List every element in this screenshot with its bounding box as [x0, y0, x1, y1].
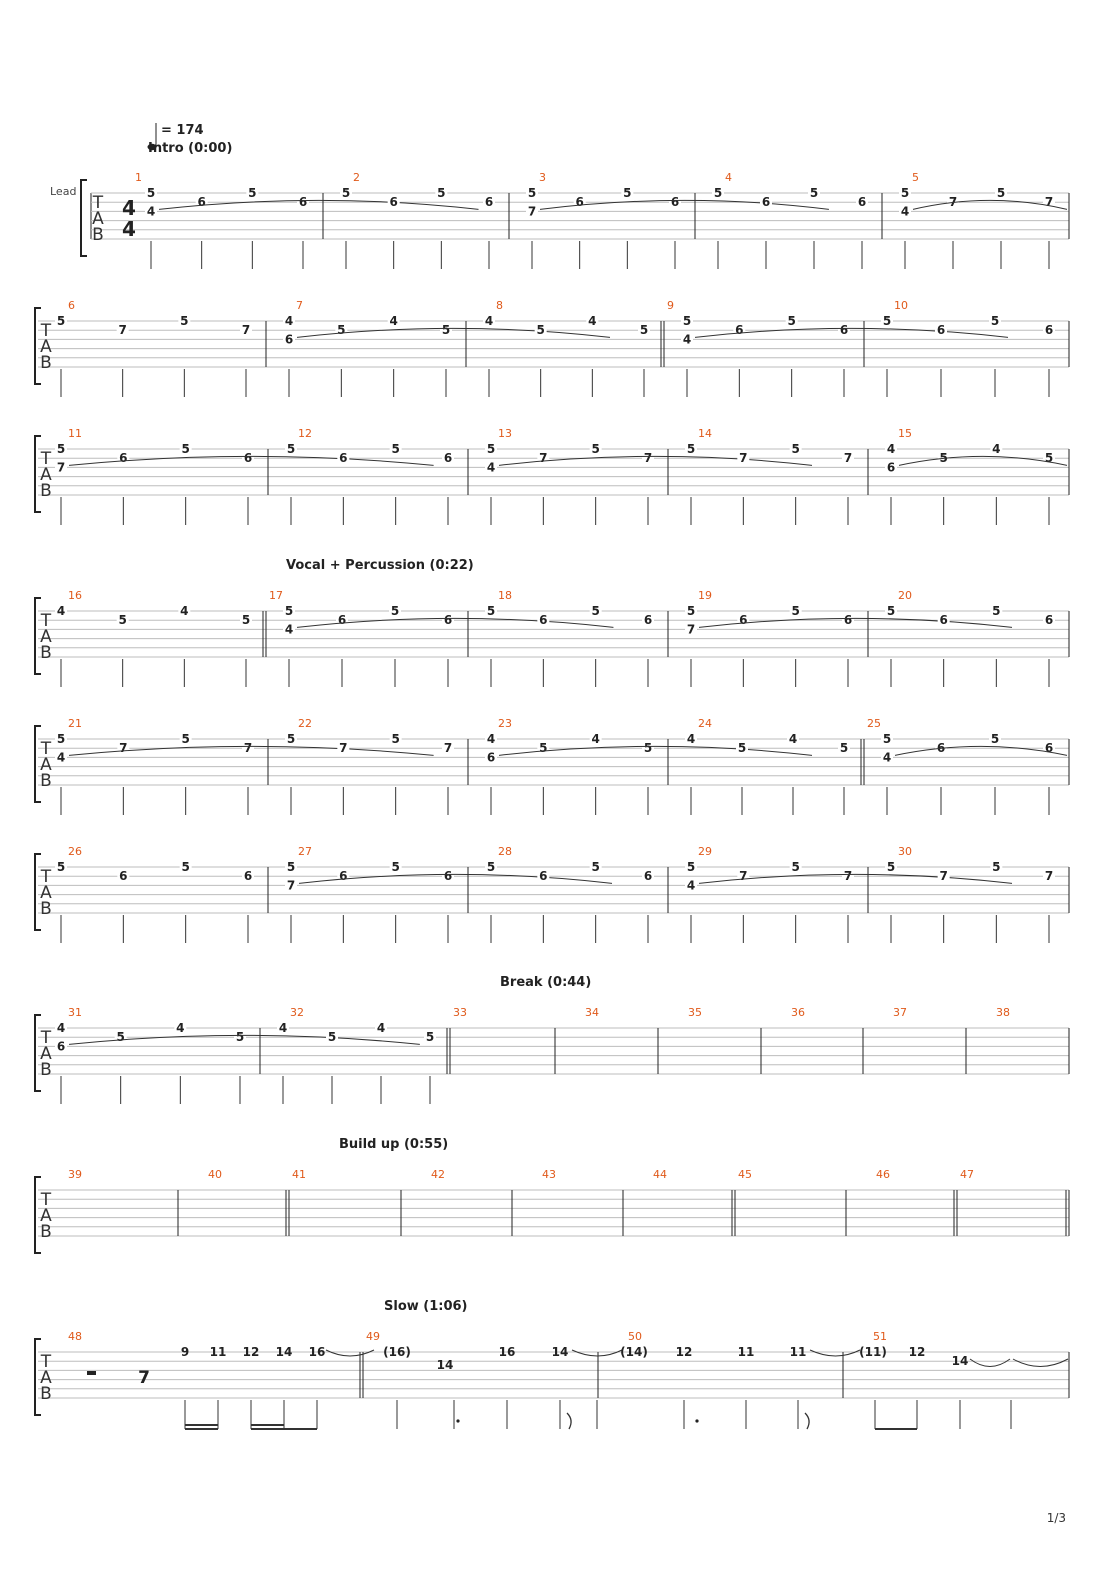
eighth-rest-icon: 7: [138, 1368, 150, 1388]
fret-number: 14: [436, 1358, 454, 1373]
fret-number: 6: [337, 613, 347, 628]
fret-number: 4: [788, 732, 798, 746]
tab-system: [35, 1006, 1069, 1104]
tab-clef-letter: T: [40, 1028, 52, 1048]
measure-number: 32: [290, 1006, 304, 1019]
section-label: Slow (1:06): [384, 1299, 468, 1314]
tie-arc: [810, 1350, 860, 1356]
fret-number: 5: [146, 186, 156, 200]
fret-number: 5: [341, 186, 351, 200]
measure-number: 22: [298, 717, 312, 730]
measure-number: 7: [296, 299, 303, 312]
fret-number: 4: [992, 442, 1001, 456]
fret-number: 4: [146, 204, 156, 219]
fret-number: 4: [686, 732, 696, 746]
tab-system: [35, 717, 1069, 815]
measure-number: 30: [898, 845, 912, 858]
fret-number: 5: [643, 741, 653, 756]
fret-number: 6: [284, 332, 294, 347]
measure-number: 51: [873, 1330, 887, 1343]
fret-number: 16: [308, 1345, 326, 1359]
fret-number: 7: [948, 195, 958, 210]
fret-number: 4: [486, 732, 496, 746]
tab-clef-letter: A: [92, 209, 104, 229]
fret-number: 5: [591, 604, 600, 618]
tie-arc: [326, 1350, 374, 1356]
measure-number: 38: [996, 1006, 1010, 1019]
fret-number: 4: [588, 314, 597, 328]
fret-number: 7: [286, 878, 296, 893]
fret-number: 4: [882, 750, 892, 765]
tab-system: [35, 427, 1069, 525]
measure-number: 47: [960, 1168, 974, 1181]
fret-number: 5: [486, 860, 496, 874]
fret-number: 6: [839, 323, 849, 338]
fret-number: 5: [441, 323, 451, 338]
fret-number: 6: [119, 869, 128, 884]
measure-number: 29: [698, 845, 712, 858]
fret-number: 5: [737, 741, 747, 756]
fret-number: 5: [886, 860, 896, 874]
fret-number: (16): [383, 1345, 411, 1359]
dot: [695, 1419, 698, 1422]
fret-number: 5: [536, 323, 545, 338]
tab-clef-letter: B: [40, 1222, 52, 1242]
fret-number: 6: [339, 869, 348, 884]
fret-number: 6: [936, 323, 946, 338]
fret-number: 7: [1044, 195, 1054, 210]
fret-number: 5: [286, 732, 296, 746]
fret-number: 5: [591, 442, 600, 456]
fret-number: 5: [539, 741, 548, 756]
fret-number: (11): [859, 1345, 887, 1359]
tab-clef-letter: B: [92, 225, 104, 245]
measure-number: 14: [698, 427, 712, 440]
fret-number: 12: [675, 1345, 693, 1359]
fret-number: 5: [992, 860, 1001, 874]
measure-number: 23: [498, 717, 512, 730]
tab-clef-letter: T: [40, 739, 52, 759]
fret-number: 4: [682, 332, 692, 347]
fret-number: 7: [527, 204, 537, 219]
fret-number: 6: [486, 750, 496, 765]
tab-clef-letter: T: [40, 1352, 52, 1372]
tab-system: [81, 171, 1069, 269]
fret-number: 5: [181, 732, 190, 746]
system-bracket: [81, 180, 87, 256]
fret-number: 5: [56, 860, 66, 874]
fret-number: 6: [197, 195, 206, 210]
measure-number: 3: [539, 171, 546, 184]
fret-number: 4: [591, 732, 600, 746]
page-number: 1/3: [1046, 1511, 1066, 1525]
fret-number: 4: [278, 1021, 288, 1035]
time-signature-bottom: 4: [122, 217, 136, 241]
measure-number: 50: [628, 1330, 642, 1343]
tab-clef-letter: T: [92, 193, 104, 213]
tab-system: [35, 1330, 1069, 1429]
fret-number: 5: [181, 860, 190, 874]
fret-number: 5: [241, 613, 251, 628]
fret-number: 7: [56, 460, 66, 475]
fret-number: 4: [484, 314, 494, 328]
tab-clef-letter: B: [40, 771, 52, 791]
measure-number: 1: [135, 171, 142, 184]
tab-clef-letter: T: [40, 611, 52, 631]
fret-number: 6: [243, 869, 253, 884]
tie-arc: [970, 1359, 1010, 1367]
measure-number: 28: [498, 845, 512, 858]
fret-number: 6: [761, 195, 771, 210]
fret-number: 5: [992, 604, 1001, 618]
fret-number: 6: [298, 195, 308, 210]
fret-number: 6: [484, 195, 494, 210]
fret-number: 5: [623, 186, 632, 200]
measure-number: 48: [68, 1330, 82, 1343]
fret-number: 5: [882, 732, 892, 746]
fret-number: 7: [119, 741, 128, 756]
fret-number: 5: [686, 860, 696, 874]
tab-clef-letter: B: [40, 481, 52, 501]
fret-number: 6: [575, 195, 584, 210]
svg-text:= 174: = 174: [161, 123, 204, 138]
tab-clef-letter: A: [40, 1044, 52, 1064]
fret-number: 5: [713, 186, 723, 200]
fret-number: 6: [1044, 613, 1054, 628]
tab-clef-letter: T: [40, 1190, 52, 1210]
fret-number: 14: [951, 1354, 969, 1369]
fret-number: 7: [443, 741, 453, 756]
tab-clef-letter: A: [40, 1206, 52, 1226]
fret-number: 5: [391, 732, 400, 746]
fret-number: 11: [737, 1345, 755, 1359]
fret-number: 5: [284, 604, 294, 618]
fret-number: 6: [443, 613, 453, 628]
note-flag: [567, 1413, 571, 1429]
tab-clef-letter: A: [40, 1368, 52, 1388]
measure-number: 20: [898, 589, 912, 602]
tab-clef-letter: A: [40, 337, 52, 357]
fret-number: 5: [527, 186, 537, 200]
measure-number: 24: [698, 717, 712, 730]
fret-number: 5: [886, 604, 896, 618]
section-label: Build up (0:55): [339, 1137, 449, 1152]
fret-number: 6: [389, 195, 398, 210]
measure-number: 44: [653, 1168, 667, 1181]
measure-number: 10: [894, 299, 908, 312]
fret-number: 7: [686, 622, 696, 637]
fret-number: 7: [241, 323, 251, 338]
fret-number: 4: [56, 604, 66, 618]
fret-number: 7: [643, 451, 653, 466]
fret-number: (14): [620, 1345, 648, 1359]
fret-number: 4: [886, 442, 896, 456]
fret-number: 6: [243, 451, 253, 466]
fret-number: 5: [56, 732, 66, 746]
fret-number: 12: [242, 1345, 260, 1359]
fret-number: 6: [739, 613, 748, 628]
fret-number: 5: [181, 442, 190, 456]
fret-number: 5: [791, 442, 800, 456]
measure-number: 27: [298, 845, 312, 858]
fret-number: 5: [425, 1030, 435, 1045]
section-label: Vocal + Percussion (0:22): [286, 558, 474, 573]
fret-number: 6: [936, 741, 946, 756]
track-name: Lead: [50, 185, 77, 198]
fret-number: 4: [284, 314, 294, 328]
measure-number: 6: [68, 299, 75, 312]
fret-number: 5: [686, 442, 696, 456]
measure-number: 42: [431, 1168, 445, 1181]
tab-system: [35, 589, 1069, 687]
fret-number: 5: [686, 604, 696, 618]
fret-number: 5: [56, 442, 66, 456]
fret-number: 5: [682, 314, 692, 328]
fret-number: 6: [443, 451, 453, 466]
tab-clef-letter: B: [40, 643, 52, 663]
tab-system: [35, 299, 1069, 397]
fret-number: 7: [1044, 869, 1054, 884]
fret-number: 5: [116, 1030, 125, 1045]
fret-number: 5: [391, 442, 400, 456]
half-rest-icon: [87, 1371, 96, 1375]
fret-number: 6: [339, 451, 348, 466]
tab-clef-letter: B: [40, 1060, 52, 1080]
tab-clef-letter: B: [40, 1384, 52, 1404]
fret-number: 4: [686, 878, 696, 893]
measure-number: 37: [893, 1006, 907, 1019]
fret-number: 7: [739, 869, 748, 884]
measure-number: 21: [68, 717, 82, 730]
measure-number: 39: [68, 1168, 82, 1181]
fret-number: 5: [900, 186, 910, 200]
fret-number: 6: [119, 451, 128, 466]
fret-number: 6: [539, 613, 548, 628]
fret-number: 6: [56, 1039, 66, 1054]
fret-number: 4: [284, 622, 294, 637]
fret-number: 5: [486, 604, 496, 618]
fret-number: 7: [739, 451, 748, 466]
tab-clef-letter: A: [40, 627, 52, 647]
measure-number: 43: [542, 1168, 556, 1181]
note-flag: [805, 1413, 809, 1429]
tab-system: [35, 845, 1069, 943]
fret-number: 7: [939, 869, 948, 884]
fret-number: 6: [1044, 323, 1054, 338]
fret-number: 5: [939, 451, 948, 466]
fret-number: 6: [670, 195, 680, 210]
fret-number: 5: [286, 860, 296, 874]
fret-number: 6: [1044, 741, 1054, 756]
tab-system: [35, 1168, 1069, 1253]
fret-number: 4: [376, 1021, 386, 1035]
fret-number: 5: [337, 323, 346, 338]
tab-clef-letter: A: [40, 465, 52, 485]
fret-number: 6: [643, 869, 653, 884]
fret-number: 4: [56, 1021, 66, 1035]
time-signature-top: 4: [122, 196, 136, 220]
fret-number: 5: [118, 613, 127, 628]
fret-number: 5: [787, 314, 796, 328]
measure-number: 31: [68, 1006, 82, 1019]
fret-number: 6: [843, 613, 853, 628]
measure-number: 36: [791, 1006, 805, 1019]
tab-clef-letter: B: [40, 353, 52, 373]
section-label: Intro (0:00): [148, 141, 233, 156]
measure-number: 35: [688, 1006, 702, 1019]
measure-number: 18: [498, 589, 512, 602]
fret-number: 6: [643, 613, 653, 628]
fret-number: 7: [843, 451, 853, 466]
fret-number: 6: [539, 869, 548, 884]
measure-number: 46: [876, 1168, 890, 1181]
fret-number: 6: [443, 869, 453, 884]
fret-number: 11: [789, 1345, 807, 1359]
fret-number: 5: [639, 323, 649, 338]
fret-number: 5: [882, 314, 892, 328]
fret-number: 4: [180, 604, 189, 618]
fret-number: 4: [486, 460, 496, 475]
fret-number: 7: [243, 741, 253, 756]
fret-number: 16: [498, 1345, 516, 1359]
fret-number: 11: [209, 1345, 227, 1359]
fret-number: 6: [939, 613, 948, 628]
dot: [456, 1419, 459, 1422]
measure-number: 9: [667, 299, 674, 312]
measure-number: 40: [208, 1168, 222, 1181]
measure-number: 45: [738, 1168, 752, 1181]
fret-number: 5: [437, 186, 446, 200]
fret-number: 5: [990, 732, 1000, 746]
fret-number: 5: [809, 186, 819, 200]
fret-number: 14: [275, 1345, 293, 1359]
fret-number: 5: [180, 314, 189, 328]
measure-number: 49: [366, 1330, 380, 1343]
fret-number: 12: [908, 1345, 926, 1359]
tie-arc: [572, 1350, 622, 1356]
measure-number: 2: [353, 171, 360, 184]
fret-number: 5: [56, 314, 66, 328]
tab-clef-letter: A: [40, 883, 52, 903]
fret-number: 5: [235, 1030, 245, 1045]
section-label: Break (0:44): [500, 975, 592, 990]
tab-clef-letter: T: [40, 321, 52, 341]
measure-number: 12: [298, 427, 312, 440]
fret-number: 5: [791, 860, 800, 874]
fret-number: 5: [391, 860, 400, 874]
measure-number: 4: [725, 171, 732, 184]
fret-number: 4: [56, 750, 66, 765]
fret-number: 7: [339, 741, 348, 756]
fret-number: 7: [539, 451, 548, 466]
fret-number: 14: [551, 1345, 569, 1359]
measure-number: 17: [269, 589, 283, 602]
measure-number: 8: [496, 299, 503, 312]
fret-number: 5: [486, 442, 496, 456]
fret-number: 5: [839, 741, 849, 756]
fret-number: 6: [886, 460, 896, 475]
measure-number: 34: [585, 1006, 599, 1019]
fret-number: 6: [857, 195, 867, 210]
fret-number: 4: [176, 1021, 185, 1035]
fret-number: 5: [327, 1030, 337, 1045]
measure-number: 25: [867, 717, 881, 730]
measure-number: 16: [68, 589, 82, 602]
fret-number: 9: [180, 1345, 190, 1359]
fret-number: 5: [1044, 451, 1054, 466]
fret-number: 7: [118, 323, 127, 338]
measure-number: 33: [453, 1006, 467, 1019]
fret-number: 4: [900, 204, 910, 219]
fret-number: 5: [286, 442, 296, 456]
tab-clef-letter: B: [40, 899, 52, 919]
fret-number: 5: [990, 314, 1000, 328]
measure-number: 19: [698, 589, 712, 602]
measure-number: 5: [912, 171, 919, 184]
fret-number: 7: [843, 869, 853, 884]
tab-clef-letter: T: [40, 867, 52, 887]
fret-number: 5: [591, 860, 600, 874]
tab-clef-letter: T: [40, 449, 52, 469]
tab-clef-letter: A: [40, 755, 52, 775]
fret-number: 4: [389, 314, 398, 328]
measure-number: 11: [68, 427, 82, 440]
fret-number: 5: [791, 604, 800, 618]
fret-number: 6: [735, 323, 744, 338]
tie-arc: [1013, 1359, 1068, 1367]
fret-number: 5: [390, 604, 400, 618]
measure-number: 26: [68, 845, 82, 858]
fret-number: 5: [996, 186, 1006, 200]
measure-number: 13: [498, 427, 512, 440]
measure-number: 15: [898, 427, 912, 440]
measure-number: 41: [292, 1168, 306, 1181]
fret-number: 5: [248, 186, 257, 200]
